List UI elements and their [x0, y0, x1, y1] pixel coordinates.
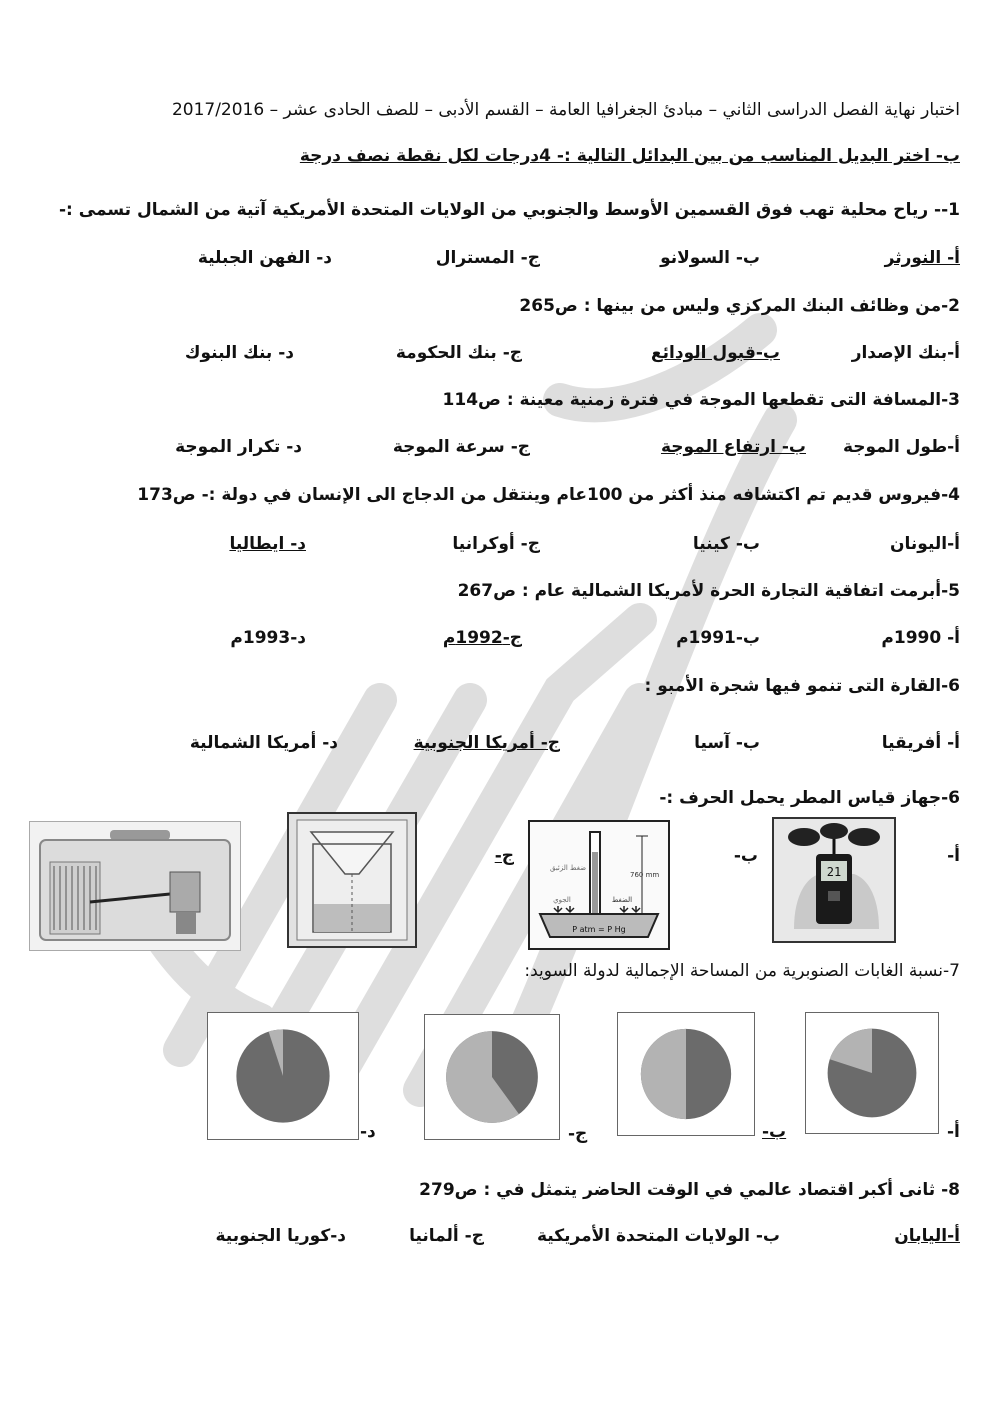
- pie-label-b: ب-: [762, 1122, 787, 1142]
- q5-option-c: ج-1992م: [442, 628, 522, 648]
- q1-option-a: أ- النورثر: [884, 248, 960, 268]
- question-7: 7-نسبة الغابات الصنوبرية من المساحة الإجمالية لدولة السويد:: [524, 961, 960, 981]
- pie-box-c: [424, 1014, 560, 1140]
- barometer-left-label: الجوي: [553, 896, 571, 904]
- q8-option-a: أ-اليابان: [894, 1226, 960, 1246]
- q6-option-d: د- أمريكا الشمالية: [189, 733, 338, 753]
- anemometer-image: [772, 817, 896, 943]
- question-5: 5-أبرمت اتفاقية التجارة الحرة لأمريكا الشمالية عام : ص267: [457, 581, 960, 601]
- q8-option-c: ج- ألمانيا: [409, 1226, 484, 1246]
- question-8: 8- ثانى أكبر اقتصاد عالمي في الوقت الحاضر يتمثل في : ص279: [419, 1180, 960, 1200]
- q4-option-c: ج- أوكرانيا: [452, 534, 540, 554]
- barograph-image: [29, 821, 241, 951]
- q6b-option-b: ب-: [733, 846, 758, 866]
- anemometer-display: 21: [826, 865, 842, 879]
- q2-option-a: أ-بنك الإصدار: [851, 343, 960, 363]
- rain-gauge-image: [287, 812, 417, 948]
- q1-option-b: ب- السولانو: [660, 248, 760, 268]
- question-6: 6-القارة التى تنمو فيها شجرة الأمبو :: [644, 676, 960, 696]
- q5-option-b: ب-1991م: [676, 628, 760, 648]
- section-title: ب- اختر البديل المناسب من بين البدائل التالية :- 4درجات لكل نقطة نصف درجة: [299, 146, 960, 166]
- pie-box-d: [207, 1012, 359, 1140]
- q5-option-d: د-1993م: [230, 628, 306, 648]
- q1-option-c: ج- المسترال: [435, 248, 540, 268]
- pie-label-a: أ-: [947, 1122, 960, 1142]
- q2-option-c: ج- بنك الحكومة: [395, 343, 522, 363]
- barometer-height-label: 760 mm: [630, 871, 660, 879]
- exam-header: اختبار نهاية الفصل الدراسى الثاني – مبادئ الجغرافيا العامة – القسم الأدبى – للصف الحادى عشر – 2017/2016: [171, 100, 960, 120]
- pie-label-c: ج-: [568, 1124, 588, 1144]
- q1-option-d: د- الفهن الجبلية: [197, 248, 332, 268]
- pie-chart-a: [806, 1013, 938, 1133]
- q5-option-a: أ- 1990م: [881, 628, 960, 648]
- barometer-formula: P atm = P Hg: [572, 925, 626, 934]
- barometer-top-label: ضغط الزئبق: [549, 864, 587, 872]
- q6-option-c: ج- أمريكا الجنوبية: [413, 733, 560, 753]
- q2-option-d: د- بنك البنوك: [184, 343, 294, 363]
- q8-option-b: ب- الولايات المتحدة الأمريكية: [536, 1226, 780, 1246]
- barometer-diagram: [528, 820, 670, 950]
- q3-option-c: ج- سرعة الموجة: [392, 437, 530, 457]
- q8-option-d: د-كوريا الجنوبية: [215, 1226, 346, 1246]
- question-1: 1-- رياح محلية تهب فوق القسمين الأوسط والجنوبي من الولايات المتحدة الأمريكية آتية من الشمال تسمى :-: [59, 200, 960, 220]
- question-4: 4-فيروس قديم تم اكتشافه منذ أكثر من 100عام وينتقل من الدجاج الى الإنسان في دولة :- ص173: [137, 485, 960, 505]
- q3-option-a: أ-طول الموجة: [842, 437, 960, 457]
- q2-option-b: ب-قبول الودائع: [651, 343, 780, 363]
- pie-label-d: د-: [360, 1122, 376, 1142]
- q3-option-d: د- تكرار الموجة: [175, 437, 302, 457]
- q6-option-a: أ- أفريقيا: [881, 733, 960, 753]
- pie-chart-d: [208, 1013, 358, 1139]
- q6-option-b: ب- آسيا: [694, 733, 760, 753]
- pie-chart-c: [425, 1015, 559, 1139]
- q3-option-b: ب- ارتفاع الموجة: [660, 437, 806, 457]
- pie-chart-b: [618, 1013, 754, 1135]
- q4-option-b: ب- كينيا: [692, 534, 760, 554]
- question-6b: 6-جهاز قياس المطر يحمل الحرف :-: [659, 788, 960, 808]
- question-2: 2-من وظائف البنك المركزي وليس من بينها : ص265: [519, 296, 960, 316]
- question-3: 3-المسافة التى تقطعها الموجة في فترة زمنية معينة : ص114: [442, 390, 960, 410]
- q4-option-d: د- ايطاليا: [229, 534, 306, 554]
- q6b-option-a: أ-: [947, 846, 960, 866]
- barometer-right-label: الضغط: [611, 896, 633, 904]
- pie-slice-light: [641, 1029, 686, 1119]
- pie-box-b: [617, 1012, 755, 1136]
- q4-option-a: أ-اليونان: [890, 534, 960, 554]
- pie-box-a: [805, 1012, 939, 1134]
- q6b-option-c: ج-: [494, 846, 514, 866]
